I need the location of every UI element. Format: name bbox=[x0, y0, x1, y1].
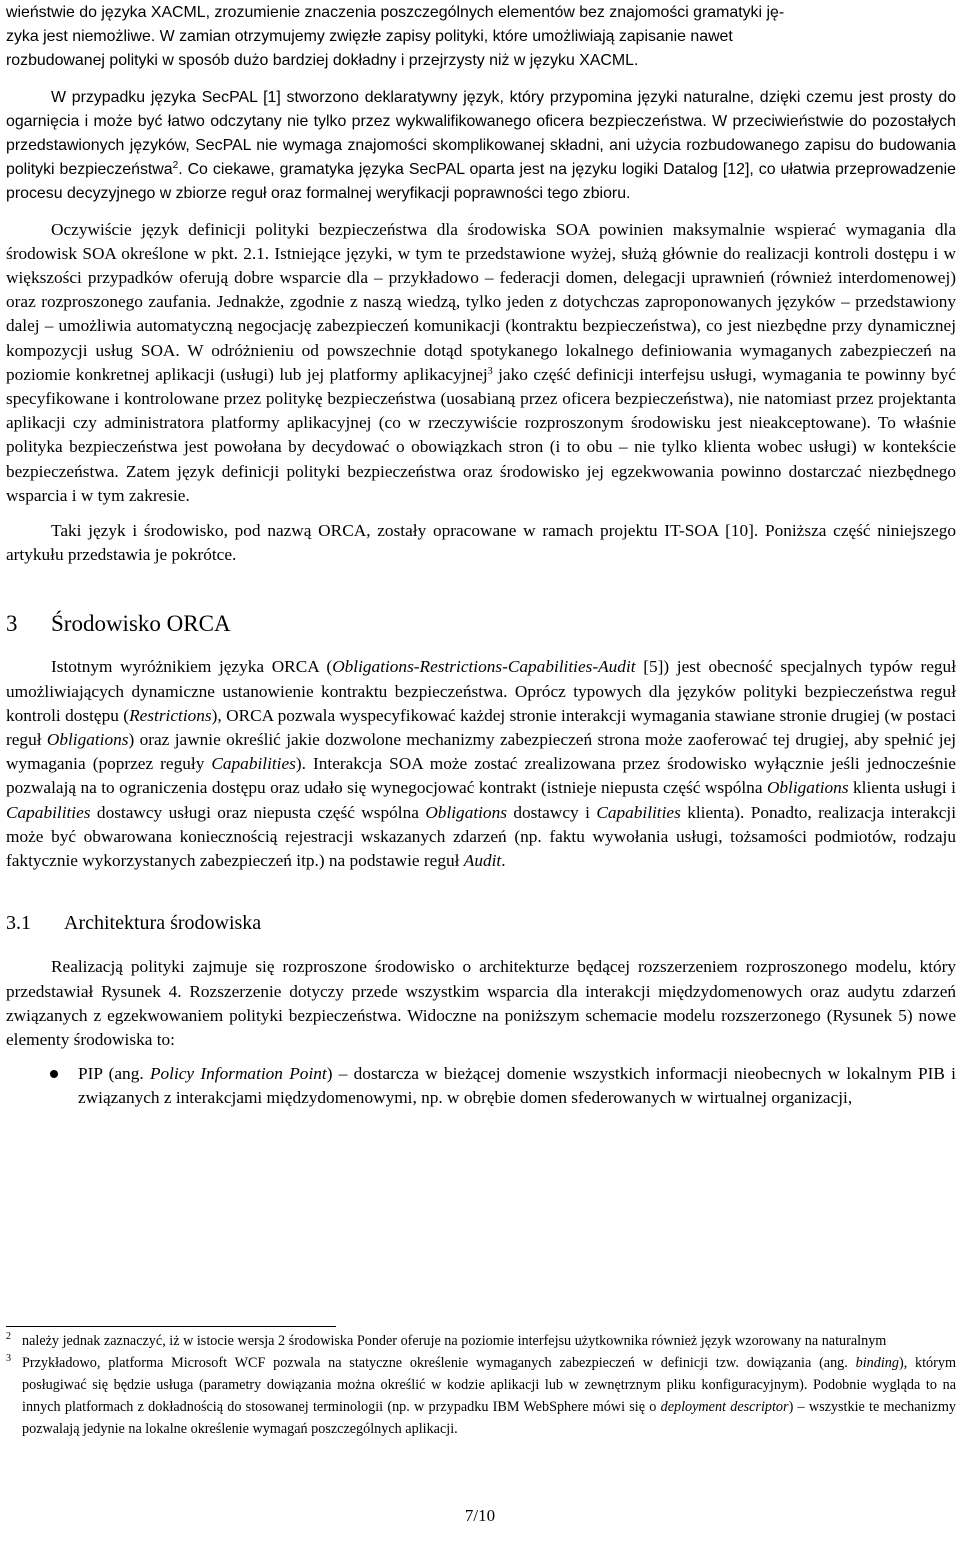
footnote-text: należy jednak zaznaczyć, iż w istocie wersja 2 środowiska Ponder oferuje na poziomie interfejsu użytkownika również język wzorowany na naturalnym bbox=[22, 1333, 887, 1349]
text-run: . bbox=[501, 851, 506, 871]
text-run: Przykładowo, platforma Microsoft WCF pozwala na statyczne określenie wymaganych zabezpieczeń w definicji tzw. dowiązania (ang. bbox=[22, 1355, 856, 1371]
footnote-reference: 3 bbox=[487, 365, 493, 377]
orca-intro-paragraph: Taki język i środowisko, pod nazwą ORCA, zostały opracowane w ramach projektu IT-SOA [10]. Poniższa część niniejszego artykułu przedstawia je pokrótce. bbox=[6, 521, 956, 565]
text-run: W przypadku języka SecPAL [1] stworzono deklaratywny język, który przypomina języki naturalne, dzięki czemu jest prosty do ogarnięcia i może być łatwo odczytany nie tylko przez wykwalifikowanego oficera bezpieczeństwa. bbox=[6, 88, 956, 130]
text-run: . Co ciekawe, gramatyka języka SecPAL oparta jest na języku logiki Datalog [12], co ułatwia przeprowadzenie procesu decyzyjnego w zbiorze reguł oraz formalnej weryfikacji poprawności tego zbioru. bbox=[6, 161, 956, 203]
italic-term: Policy Information Point bbox=[149, 1064, 327, 1084]
text-run: W przeciwieństwie do pozostałych przedstawionych języków, SecPAL nie wymaga znajomości skomplikowanej składni, ani użycia rozbudowanego zapisu do budowania polityki bezpieczeństwa bbox=[6, 112, 956, 179]
italic-term: Audit bbox=[463, 851, 502, 871]
text-run: klienta). Ponadto, realizacja interakcji może być obwarowana koniecznością rejestracji wskazanych zdarzeń (np. faktu wywołania usługi, tożsamości podmiotów, rodzaju faktycznie wykorzystanych zabezpieczeń itp.) na podstawie reguł bbox=[6, 802, 957, 871]
text-run: ). Interakcja SOA może zostać zrealizowana przez środowisko wyłącznie jeśli jednocześnie pozwalają na to ograniczenia dostępu oraz udało się wynegocjować kontrakt (istnieje niepusta część wspólna bbox=[6, 754, 956, 798]
italic-term: Obligations bbox=[425, 802, 507, 822]
architecture-paragraph: Realizacją polityki zajmuje się rozproszone środowisko o architekturze będącej rozszerzeniem rozproszonego modelu, który przedstawiał Rysunek 4. Rozszerzenie dotyczy przede wszystkim wsparcia dla interakcji międzydomenowych oraz audytu zdarzeń związanych z egzekwowaniem polityki bezpieczeństwa. Widoczne na poniższym schemacie modelu rozszerzonego (Rysunek 5) nowe elementy środowiska to: bbox=[6, 957, 956, 1049]
footnote-mark: 2 bbox=[6, 1331, 11, 1342]
page-number: 7/10 bbox=[464, 1506, 496, 1525]
text-line: wieństwie do języka XACML, zrozumienie znaczenia poszczególnych elementów bez znajomości gramatyki ję- bbox=[6, 4, 785, 21]
section-number: 3 bbox=[6, 611, 18, 637]
text-run: Istotnym wyróżnikiem języka ORCA ( bbox=[51, 657, 333, 677]
italic-term: Obligations-Restrictions-Capabilities-Audit bbox=[332, 657, 636, 677]
text-run: dostawcy usługi oraz niepusta część wspólna bbox=[90, 802, 426, 822]
soa-requirements-paragraph bbox=[6, 218, 956, 508]
secpal-paragraph bbox=[6, 86, 956, 207]
text-run: jako część definicji interfejsu usługi, wymagania te powinny być specyfikowane i kontrolowane przez politykę bezpieczeństwa (uosabianą przez oficera bezpieczeństwa), nie natomiast przez projektanta aplikacji czy administratora platformy aplikacyjnej (co w rzeczywiście rozproszonym środowisku jest nieakceptowane). To właśnie polityka bezpieczeństwa jest powołana by decydować o obowiązkach stron (i to obu – nie tylko klienta wobec usługi) w kontekście bezpieczeństwa. Zatem język definicji polityki bezpieczeństwa oraz środowisko jej egzekwowania powinno dostarczać niezbędnego wsparcia i w tym zakresie. bbox=[6, 364, 956, 505]
text-run: ), którym posługiwać się będzie usługa (parametry dowiązania można określić w kodzie aplikacji lub w zewnętrznym pliku konfiguracyjnym). Podobnie wygląda to na innych platformach z dokładnością do stosowanej terminologii (np. w przypadku IBM WebSphere mówi się o bbox=[22, 1355, 956, 1415]
text-line: zyka jest niemożliwe. W zamian otrzymujemy zwięzłe zapisy polityki, które umożliwiają zapisanie nawet bbox=[6, 28, 733, 46]
list-item bbox=[6, 1062, 956, 1110]
text-run: dostawcy i bbox=[506, 802, 597, 822]
intro-paragraph-continuation bbox=[6, 1, 956, 74]
subsection-number: 3.1 bbox=[6, 912, 31, 935]
orca-description-paragraph bbox=[6, 655, 956, 873]
italic-term: Capabilities bbox=[211, 754, 296, 774]
footnote-separator bbox=[6, 1326, 336, 1327]
section-heading bbox=[6, 609, 956, 639]
italic-term: Obligations bbox=[46, 730, 129, 750]
italic-term: Restrictions bbox=[129, 705, 212, 725]
italic-term: Capabilities bbox=[6, 802, 91, 822]
subsection-title: Architektura środowiska bbox=[64, 912, 262, 935]
footnote-reference: 2 bbox=[172, 160, 179, 172]
italic-term: Obligations bbox=[766, 778, 849, 798]
footnotes bbox=[6, 1330, 956, 1440]
document-page bbox=[6, 0, 956, 1111]
italic-term: deployment descriptor bbox=[660, 1399, 789, 1415]
italic-term: Capabilities bbox=[596, 802, 681, 822]
section-title: Środowisko ORCA bbox=[51, 611, 231, 637]
subsection-heading bbox=[6, 909, 956, 937]
text-run: ), ORCA pozwala wyspecyfikować każdej stronie interakcji wymagania stawiane stronie drugiej (w postaci reguł bbox=[6, 705, 956, 750]
footnote-mark: 3 bbox=[6, 1353, 11, 1364]
text-run: ) – wszystkie te mechanizmy pozwalają jedynie na lokalne określenie wymagań poszczególnych aplikacji. bbox=[22, 1399, 957, 1437]
text-run: PIP (ang. bbox=[78, 1064, 150, 1084]
text-run: Oczywiście język definicji polityki bezpieczeństwa dla środowiska SOA powinien maksymalnie wspierać wymagania dla środowisk SOA określone w pkt. 2.1. Istniejące języki, w tym te przedstawione wyżej, służą głównie do realizacji kontroli dostępu i w większości przypadków oferują dobre wsparcie dla – przykładowo – federacji domen, delegacji uprawnień (również interdomenowej) oraz rozproszonego zaufania. Jednakże, zgodnie z naszą wiedzą, tylko jeden z dotychczas zaproponowanych języków – przedstawiony dalej – umożliwia automatyczną negocjację zabezpieczeń komunikacji (kontraktu bezpieczeństwa), co jest niezbędne przy dynamicznej kompozycji usług SOA. W odróżnieniu od powszechnie dotąd spotykanego lokalnego definiowania wymaganych zabezpieczeń na poziomie konkretnej aplikacji (usługi) lub jej platformy aplikacyjnej bbox=[6, 219, 956, 384]
footnote bbox=[6, 1330, 956, 1352]
bullet-icon bbox=[50, 1070, 58, 1078]
italic-term: binding bbox=[855, 1355, 899, 1371]
element-list bbox=[6, 1062, 956, 1110]
text-run: ) oraz jawnie określić jakie dozwolone mechanizmy zabezpieczeń strona może zaoferować tej drugiej, aby spełnić jej wymagania (poprzez reguły bbox=[6, 730, 956, 774]
footnote bbox=[6, 1352, 956, 1440]
text-run: ) – dostarcza w bieżącej domenie wszystkich informacji nieobecnych w lokalnym PIB i związanych z interakcjami międzydomenowymi, np. w obrębie domen sfederowanych w wirtualnej organizacji, bbox=[78, 1064, 956, 1108]
text-run: klienta usługi i bbox=[848, 778, 956, 798]
text-run: [5]) jest obecność specjalnych typów reguł umożliwiających dynamiczne ustanowienie kontraktu bezpieczeństwa. Oprócz typowych dla języków polityki bezpieczeństwa reguł kontroli dostępu ( bbox=[6, 657, 957, 725]
text-line: rozbudowanej polityki w sposób dużo bardziej dokładny i przejrzysty niż w języku XACML. bbox=[6, 52, 639, 70]
